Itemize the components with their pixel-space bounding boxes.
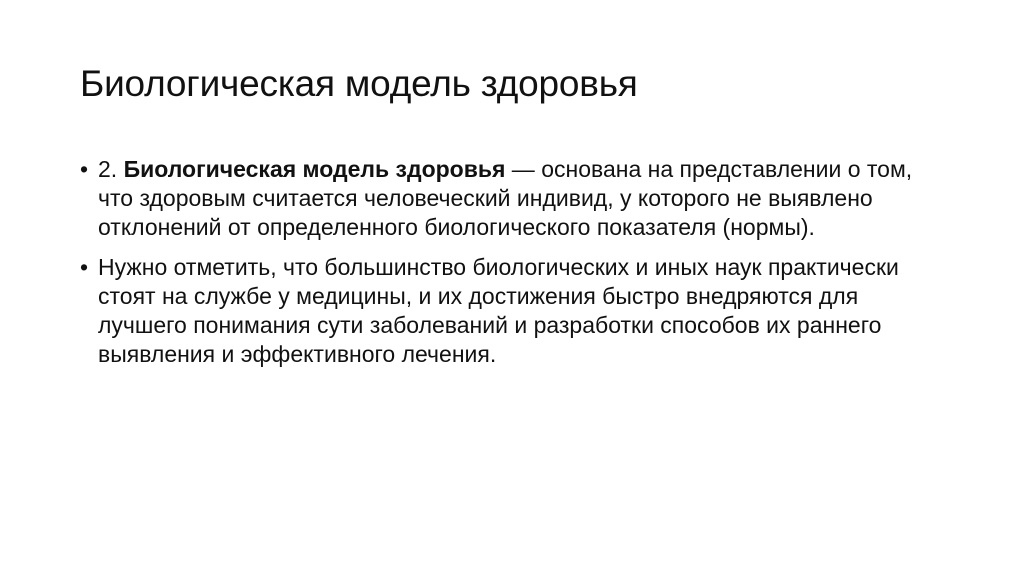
bullet-item-biological-model (80, 155, 940, 242)
bold-term: Биологическая модель здоровья (123, 156, 506, 182)
definition-text: — основана на представлении о том, что здоровым считается человеческий индивид, у которого не выявлено отклонений от определенного биологического показателя (нормы). (98, 156, 913, 240)
bullet-list (80, 155, 940, 380)
item-number: 2. (98, 156, 124, 182)
bullet-text: Нужно отметить, что большинство биологических и иных наук практически стоят на службе у медицины, и их достижения быстро внедряются для лучшего понимания сути заболеваний и разработки способов их раннего выявления и эффективного лечения. (98, 254, 899, 367)
bullet-dot-icon: • (80, 156, 89, 182)
bullet-text (98, 155, 928, 242)
slide-title: Биологическая модель здоровья (80, 63, 638, 104)
bullet-item-medicine-note (80, 253, 940, 369)
bullet-dot-icon: • (80, 254, 89, 280)
